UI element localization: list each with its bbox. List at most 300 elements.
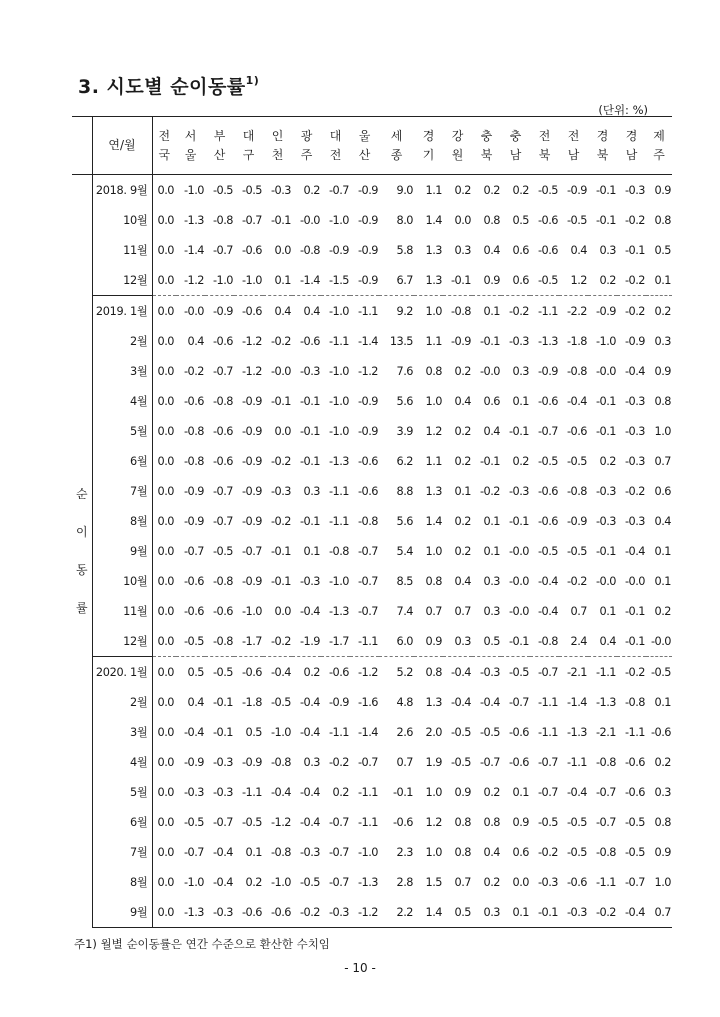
- value-cell: 0.4: [292, 296, 321, 327]
- value-cell: -2.2: [559, 296, 588, 327]
- value-cell: -0.0: [650, 634, 671, 648]
- table-row: [72, 326, 672, 356]
- value-cell: -0.3: [624, 183, 645, 197]
- value-cell: -0.7: [328, 845, 349, 859]
- value-cell: -1.3: [328, 454, 349, 468]
- value-cell: -0.4: [183, 725, 204, 739]
- value-cell: -0.6: [241, 243, 262, 257]
- value-cell: -1.2: [350, 897, 379, 928]
- value-cell: -0.7: [183, 544, 204, 558]
- value-cell: -0.8: [566, 364, 587, 378]
- value-cell: -0.3: [299, 845, 320, 859]
- period-cell: 12월: [92, 265, 152, 296]
- value-cell: -0.2: [537, 845, 558, 859]
- table-row: [72, 777, 672, 807]
- value-cell: 0.0: [157, 604, 174, 618]
- value-cell: 1.3: [425, 243, 442, 257]
- value-cell: -0.6: [299, 334, 320, 348]
- value-cell: -0.5: [537, 815, 558, 829]
- value-cell: -0.9: [241, 394, 262, 408]
- value-cell: -1.4: [299, 273, 320, 287]
- value-cell: -0.6: [212, 424, 233, 438]
- column-header: [530, 117, 559, 175]
- value-cell: -0.7: [537, 755, 558, 769]
- value-cell: -0.8: [357, 514, 378, 528]
- value-cell: 0.0: [157, 785, 174, 799]
- value-cell: -0.4: [537, 604, 558, 618]
- value-cell: -1.0: [183, 875, 204, 889]
- value-cell: 0.1: [512, 394, 529, 408]
- value-cell: 2.2: [379, 897, 414, 928]
- value-cell: -0.1: [479, 454, 500, 468]
- period-cell: 8월: [92, 867, 152, 897]
- value-cell: -1.4: [357, 334, 378, 348]
- value-cell: -0.8: [624, 695, 645, 709]
- value-cell: -0.9: [624, 334, 645, 348]
- value-cell: -0.7: [357, 544, 378, 558]
- value-cell: -1.1: [595, 875, 616, 889]
- value-cell: -0.3: [212, 785, 233, 799]
- value-cell: -0.4: [299, 815, 320, 829]
- value-cell: -0.5: [537, 273, 558, 287]
- value-cell: 0.0: [157, 183, 174, 197]
- value-cell: -0.1: [212, 725, 233, 739]
- value-cell: -1.7: [241, 634, 262, 648]
- value-cell: 0.6: [654, 484, 671, 498]
- value-cell: 0.6: [512, 243, 529, 257]
- value-cell: 1.2: [425, 424, 442, 438]
- value-cell: -0.7: [212, 484, 233, 498]
- value-cell: 1.0: [654, 875, 671, 889]
- title-footnote-mark: 1): [245, 73, 260, 87]
- value-cell: -0.7: [328, 815, 349, 829]
- value-cell: 0.2: [654, 604, 671, 618]
- value-cell: -0.9: [357, 424, 378, 438]
- value-cell: -0.8: [270, 845, 291, 859]
- value-cell: 0.0: [274, 243, 291, 257]
- value-cell: 6.0: [396, 634, 413, 648]
- value-cell: -1.4: [566, 695, 587, 709]
- value-cell: 0.0: [157, 574, 174, 588]
- value-cell: 0.0: [157, 213, 174, 227]
- period-cell: 4월: [92, 747, 152, 777]
- value-cell: -0.5: [537, 544, 558, 558]
- value-cell: -0.9: [357, 213, 378, 227]
- value-cell: -0.5: [183, 634, 204, 648]
- column-header-char: 전: [329, 147, 342, 162]
- value-cell: -0.7: [595, 815, 616, 829]
- value-cell: 0.0: [157, 755, 174, 769]
- value-cell: -1.0: [270, 875, 291, 889]
- value-cell: -0.4: [212, 875, 233, 889]
- value-cell: -0.9: [566, 183, 587, 197]
- value-cell: -0.3: [595, 484, 616, 498]
- value-cell: 0.1: [245, 845, 262, 859]
- value-cell: -0.7: [537, 785, 558, 799]
- value-cell: -2.1: [559, 657, 588, 688]
- table-row: [72, 687, 672, 717]
- value-cell: 1.0: [425, 845, 442, 859]
- header-corner: [72, 117, 92, 175]
- value-cell: -0.4: [299, 695, 320, 709]
- value-cell: -1.8: [566, 334, 587, 348]
- column-header-char: 구: [242, 147, 255, 162]
- value-cell: -0.3: [205, 897, 234, 928]
- value-cell: -1.3: [537, 334, 558, 348]
- value-cell: -0.1: [299, 394, 320, 408]
- value-cell: -0.6: [234, 897, 263, 928]
- value-cell: -0.0: [508, 574, 529, 588]
- value-cell: -0.2: [270, 634, 291, 648]
- value-cell: -0.3: [508, 484, 529, 498]
- value-cell: -1.0: [328, 424, 349, 438]
- value-cell: -0.9: [183, 755, 204, 769]
- value-cell: 0.5: [512, 213, 529, 227]
- value-cell: 0.0: [152, 657, 176, 688]
- value-cell: -0.7: [328, 875, 349, 889]
- value-cell: -0.4: [537, 574, 558, 588]
- value-cell: 1.1: [425, 183, 442, 197]
- value-cell: -0.3: [624, 454, 645, 468]
- value-cell: 1.9: [425, 755, 442, 769]
- value-cell: -0.9: [357, 394, 378, 408]
- value-cell: 0.5: [443, 897, 472, 928]
- value-cell: 7.6: [396, 364, 413, 378]
- value-cell: -0.4: [443, 657, 472, 688]
- value-cell: -0.3: [624, 514, 645, 528]
- value-cell: -0.4: [299, 785, 320, 799]
- value-cell: 0.0: [157, 695, 174, 709]
- period-cell: 11월: [92, 235, 152, 265]
- value-cell: -0.0: [270, 364, 291, 378]
- value-cell: -0.8: [183, 424, 204, 438]
- value-cell: -0.5: [212, 183, 233, 197]
- value-cell: -0.6: [566, 875, 587, 889]
- value-cell: -0.4: [479, 695, 500, 709]
- value-cell: -0.2: [566, 574, 587, 588]
- column-header: [321, 117, 350, 175]
- period-cell: 6월: [92, 807, 152, 837]
- value-cell: -0.6: [183, 574, 204, 588]
- column-header: [501, 117, 530, 175]
- value-cell: -0.2: [617, 296, 646, 327]
- value-cell: -1.1: [537, 725, 558, 739]
- value-cell: -1.2: [270, 815, 291, 829]
- value-cell: 0.6: [512, 845, 529, 859]
- value-cell: -0.2: [501, 296, 530, 327]
- value-cell: 0.3: [654, 334, 671, 348]
- value-cell: 0.8: [425, 364, 442, 378]
- value-cell: -0.5: [270, 695, 291, 709]
- value-cell: -0.1: [595, 424, 616, 438]
- column-header-char: 충: [509, 128, 522, 143]
- column-header-char: 경: [625, 128, 638, 143]
- value-cell: -0.3: [270, 484, 291, 498]
- value-cell: -0.2: [588, 897, 617, 928]
- value-cell: -0.7: [624, 875, 645, 889]
- value-cell: -0.6: [537, 394, 558, 408]
- value-cell: -0.8: [212, 574, 233, 588]
- column-header-char: 대: [242, 128, 255, 143]
- value-cell: -1.0: [328, 574, 349, 588]
- value-cell: 5.4: [396, 544, 413, 558]
- value-cell: -0.6: [537, 243, 558, 257]
- value-cell: 0.0: [157, 424, 174, 438]
- value-cell: -1.1: [241, 785, 262, 799]
- value-cell: -0.0: [508, 544, 529, 558]
- value-cell: -1.2: [350, 657, 379, 688]
- value-cell: -0.0: [595, 574, 616, 588]
- value-cell: 0.4: [570, 243, 587, 257]
- value-cell: -0.5: [566, 845, 587, 859]
- column-header-char: 천: [271, 147, 284, 162]
- value-cell: -0.2: [479, 484, 500, 498]
- value-cell: 0.0: [157, 544, 174, 558]
- value-cell: 0.4: [263, 296, 292, 327]
- value-cell: 0.7: [396, 755, 413, 769]
- value-cell: 0.1: [512, 785, 529, 799]
- period-cell: 9월: [92, 897, 152, 928]
- value-cell: -0.7: [479, 755, 500, 769]
- value-cell: 0.2: [454, 514, 471, 528]
- value-cell: 0.8: [425, 574, 442, 588]
- column-header-char: 부: [213, 128, 226, 143]
- column-header-char: 산: [358, 147, 371, 162]
- value-cell: -0.6: [650, 725, 671, 739]
- value-cell: -0.2: [624, 273, 645, 287]
- row-group-label-char: 동: [75, 563, 88, 578]
- value-cell: 0.1: [501, 897, 530, 928]
- value-cell: 0.7: [454, 875, 471, 889]
- period-cell: 7월: [92, 476, 152, 506]
- value-cell: -0.6: [624, 785, 645, 799]
- value-cell: 0.7: [454, 604, 471, 618]
- value-cell: -0.7: [357, 755, 378, 769]
- value-cell: 0.1: [274, 273, 291, 287]
- value-cell: -0.8: [212, 213, 233, 227]
- value-cell: -0.3: [559, 897, 588, 928]
- value-cell: -0.5: [183, 815, 204, 829]
- value-cell: -0.1: [299, 454, 320, 468]
- value-cell: -1.1: [566, 755, 587, 769]
- value-cell: -0.5: [624, 815, 645, 829]
- column-header-char: 기: [422, 147, 435, 162]
- value-cell: -0.3: [299, 364, 320, 378]
- value-cell: 0.5: [483, 634, 500, 648]
- table-row: [72, 476, 672, 506]
- period-cell: 10월: [92, 205, 152, 235]
- value-cell: -0.6: [321, 657, 350, 688]
- column-header: [443, 117, 472, 175]
- value-cell: 6.2: [396, 454, 413, 468]
- value-cell: -0.9: [241, 484, 262, 498]
- table-row: [72, 446, 672, 476]
- value-cell: -0.9: [357, 273, 378, 287]
- column-header-char: 서: [184, 128, 197, 143]
- value-cell: 0.8: [483, 815, 500, 829]
- value-cell: 0.8: [654, 213, 671, 227]
- value-cell: -0.6: [183, 604, 204, 618]
- period-cell: 5월: [92, 777, 152, 807]
- value-cell: -1.1: [357, 785, 378, 799]
- value-cell: 0.3: [483, 604, 500, 618]
- value-cell: 1.4: [414, 897, 443, 928]
- value-cell: -0.5: [501, 657, 530, 688]
- net-migration-table-wrapper: [72, 116, 671, 932]
- value-cell: 0.2: [454, 424, 471, 438]
- column-header-char: 전: [158, 128, 171, 143]
- value-cell: -1.9: [299, 634, 320, 648]
- value-cell: -1.3: [183, 213, 204, 227]
- value-cell: 0.3: [472, 897, 501, 928]
- value-cell: -0.5: [212, 544, 233, 558]
- table-row: [72, 175, 672, 206]
- value-cell: -1.3: [328, 604, 349, 618]
- value-cell: 0.2: [654, 755, 671, 769]
- value-cell: 0.0: [157, 875, 174, 889]
- value-cell: -1.3: [176, 897, 205, 928]
- value-cell: -0.3: [595, 514, 616, 528]
- value-cell: -1.1: [350, 296, 379, 327]
- value-cell: -0.9: [537, 364, 558, 378]
- value-cell: -0.0: [299, 213, 320, 227]
- value-cell: 1.3: [425, 273, 442, 287]
- value-cell: 2.4: [570, 634, 587, 648]
- table-row: [72, 536, 672, 566]
- value-cell: 0.2: [599, 273, 616, 287]
- net-migration-table: [72, 116, 672, 928]
- table-body: [72, 175, 672, 928]
- table-row: [72, 265, 672, 296]
- value-cell: 0.2: [512, 183, 529, 197]
- value-cell: -0.5: [537, 183, 558, 197]
- value-cell: 1.2: [425, 815, 442, 829]
- value-cell: 0.0: [157, 634, 174, 648]
- value-cell: 1.3: [425, 695, 442, 709]
- period-cell: 6월: [92, 446, 152, 476]
- value-cell: -0.7: [212, 514, 233, 528]
- value-cell: -1.0: [328, 364, 349, 378]
- table-row: [72, 386, 672, 416]
- table-row: [72, 506, 672, 536]
- value-cell: -0.4: [624, 364, 645, 378]
- value-cell: -0.6: [234, 296, 263, 327]
- value-cell: -0.8: [183, 454, 204, 468]
- column-header-char: 강: [451, 128, 464, 143]
- value-cell: 0.4: [599, 634, 616, 648]
- value-cell: -0.5: [624, 845, 645, 859]
- column-header-char: 경: [422, 128, 435, 143]
- column-header: [176, 117, 205, 175]
- value-cell: 0.0: [157, 243, 174, 257]
- value-cell: -0.5: [205, 657, 234, 688]
- value-cell: 0.8: [414, 657, 443, 688]
- table-row: [72, 235, 672, 265]
- value-cell: -0.0: [508, 604, 529, 618]
- page-title: [78, 72, 259, 99]
- value-cell: -0.7: [595, 785, 616, 799]
- column-header: [559, 117, 588, 175]
- value-cell: 1.4: [425, 213, 442, 227]
- value-cell: -0.6: [234, 657, 263, 688]
- value-cell: 0.4: [483, 845, 500, 859]
- period-cell: 8월: [92, 506, 152, 536]
- table-row: [72, 356, 672, 386]
- value-cell: -0.9: [183, 514, 204, 528]
- value-cell: -1.3: [595, 695, 616, 709]
- value-cell: -0.1: [270, 213, 291, 227]
- value-cell: -0.1: [595, 183, 616, 197]
- value-cell: 0.8: [654, 815, 671, 829]
- value-cell: 0.9: [454, 785, 471, 799]
- value-cell: -0.8: [595, 755, 616, 769]
- value-cell: -0.4: [566, 785, 587, 799]
- column-header-char: 대: [329, 128, 342, 143]
- value-cell: -0.4: [212, 845, 233, 859]
- value-cell: 0.6: [512, 273, 529, 287]
- value-cell: 0.1: [472, 296, 501, 327]
- column-header-char: 주: [300, 147, 313, 162]
- value-cell: 1.0: [654, 424, 671, 438]
- period-cell: 5월: [92, 416, 152, 446]
- value-cell: 0.2: [454, 183, 471, 197]
- value-cell: 0.2: [454, 454, 471, 468]
- column-header: [588, 117, 617, 175]
- value-cell: -1.0: [321, 296, 350, 327]
- value-cell: 1.3: [425, 484, 442, 498]
- value-cell: 0.1: [654, 273, 671, 287]
- value-cell: -1.4: [357, 725, 378, 739]
- value-cell: 0.0: [152, 897, 176, 928]
- value-cell: -0.2: [183, 364, 204, 378]
- value-cell: -0.3: [183, 785, 204, 799]
- value-cell: 0.1: [654, 544, 671, 558]
- value-cell: -0.7: [241, 544, 262, 558]
- value-cell: 1.2: [570, 273, 587, 287]
- column-header-char: 전: [567, 128, 580, 143]
- value-cell: 5.8: [396, 243, 413, 257]
- value-cell: -0.6: [508, 755, 529, 769]
- value-cell: -0.9: [205, 296, 234, 327]
- value-cell: -0.6: [508, 725, 529, 739]
- value-cell: 5.6: [396, 394, 413, 408]
- value-cell: -0.3: [270, 183, 291, 197]
- unit-label: (단위: %): [598, 103, 648, 117]
- value-cell: 0.0: [274, 424, 291, 438]
- value-cell: -0.3: [212, 755, 233, 769]
- value-cell: 0.9: [425, 634, 442, 648]
- value-cell: -0.7: [357, 604, 378, 618]
- value-cell: -0.6: [212, 604, 233, 618]
- column-header: [414, 117, 443, 175]
- period-cell: 9월: [92, 536, 152, 566]
- value-cell: -0.8: [328, 544, 349, 558]
- value-cell: 4.8: [396, 695, 413, 709]
- value-cell: -0.7: [212, 815, 233, 829]
- value-cell: 0.3: [483, 574, 500, 588]
- value-cell: -0.6: [263, 897, 292, 928]
- value-cell: -1.0: [328, 394, 349, 408]
- value-cell: -0.9: [328, 695, 349, 709]
- value-cell: -0.5: [241, 183, 262, 197]
- value-cell: -0.0: [624, 574, 645, 588]
- value-cell: -0.6: [624, 755, 645, 769]
- value-cell: 0.9: [654, 183, 671, 197]
- value-cell: 0.2: [483, 183, 500, 197]
- value-cell: 0.8: [454, 815, 471, 829]
- column-header-char: 남: [509, 147, 522, 162]
- value-cell: -0.1: [450, 273, 471, 287]
